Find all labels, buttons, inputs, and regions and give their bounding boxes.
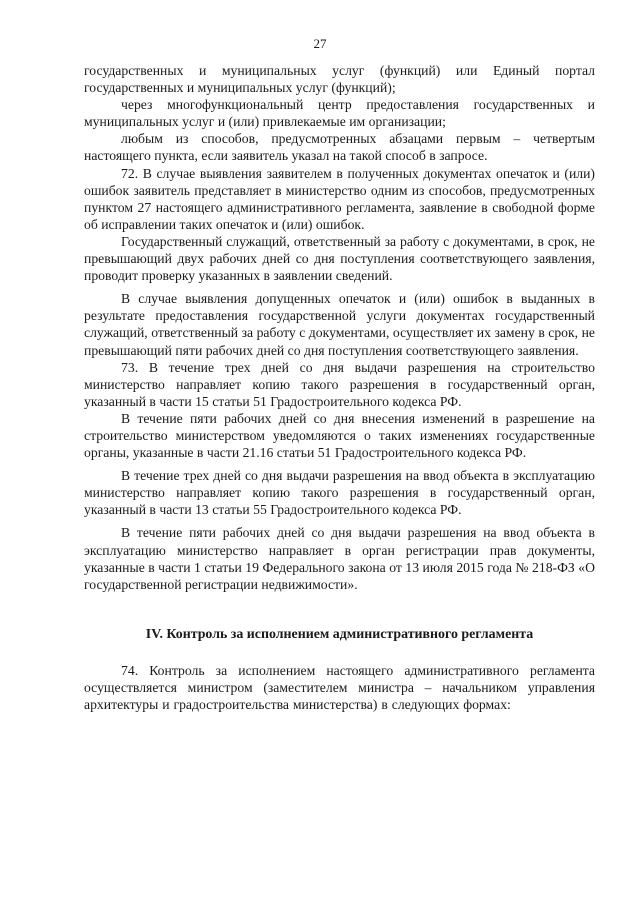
paragraph-72: 72. В случае выявления заявителем в полученных документах опечаток и (или) ошибок заявитель представляет в министерство одним из способов, предусмотренных пунктом 27 настоящего административного регламента, заявление в свободной форме об исправлении таких опечаток и (или) ошибок. (84, 165, 595, 232)
paragraph: Государственный служащий, ответственный за работу с документами, в срок, не превышающий двух рабочих дней со дня поступления соответствующего заявления, проводит проверку указанных в заявлении сведений. (84, 233, 595, 284)
paragraph: В течение трех дней со дня выдачи разрешения на ввод объекта в эксплуатацию министерство направляет копию такого разрешения в государственный орган, указанный в части 13 статьи 55 Градостроительного кодекса РФ. (84, 468, 595, 518)
paragraph: государственных и муниципальных услуг (функций) или Единый портал государственных и муниципальных услуг (функций); (84, 63, 595, 96)
paragraph: В случае выявления допущенных опечаток и (или) ошибок в выданных в результате предоставления государственной услуги документах государственный служащий, ответственный за работу с документами, осуществляет их замену в срок, не превышающий пяти рабочих дней со дня поступления соответствующего заявления. (84, 291, 595, 358)
paragraph-73: 73. В течение трех дней со дня выдачи разрешения на строительство министерство направляет копию такого разрешения в государственный орган, указанный в части 15 статьи 51 Градостроительного кодекса РФ. (84, 359, 595, 409)
paragraph: В течение пяти рабочих дней со дня выдачи разрешения на ввод объекта в эксплуатацию министерство направляет в орган регистрации прав документы, указанные в части 1 статьи 19 Федерального закона от 13 июля 2015 года № 218-ФЗ «О государственной регистрации недвижимости». (84, 525, 595, 592)
paragraph-74: 74. Контроль за исполнением настоящего административного регламента осуществляется министром (заместителем министра – начальником управления архитектуры и градостроительства министерства) в следующих формах: (84, 662, 595, 713)
paragraph: через многофункциональный центр предоставления государственных и муниципальных услуг и (или) привлекаемые им организации; (84, 97, 595, 130)
paragraph: любым из способов, предусмотренных абзацами первым – четвертым настоящего пункта, если заявитель указал на такой способ в запросе. (84, 131, 595, 164)
page-number: 27 (313, 36, 327, 51)
paragraph: В течение пяти рабочих дней со дня внесения изменений в разрешение на строительство министерством уведомляются о таких изменениях государственные органы, указанные в части 21.16 статьи 51 Градостроительного кодекса РФ. (84, 410, 595, 461)
section-heading: IV. Контроль за исполнением административного регламента (145, 626, 534, 642)
document-body (84, 62, 595, 713)
